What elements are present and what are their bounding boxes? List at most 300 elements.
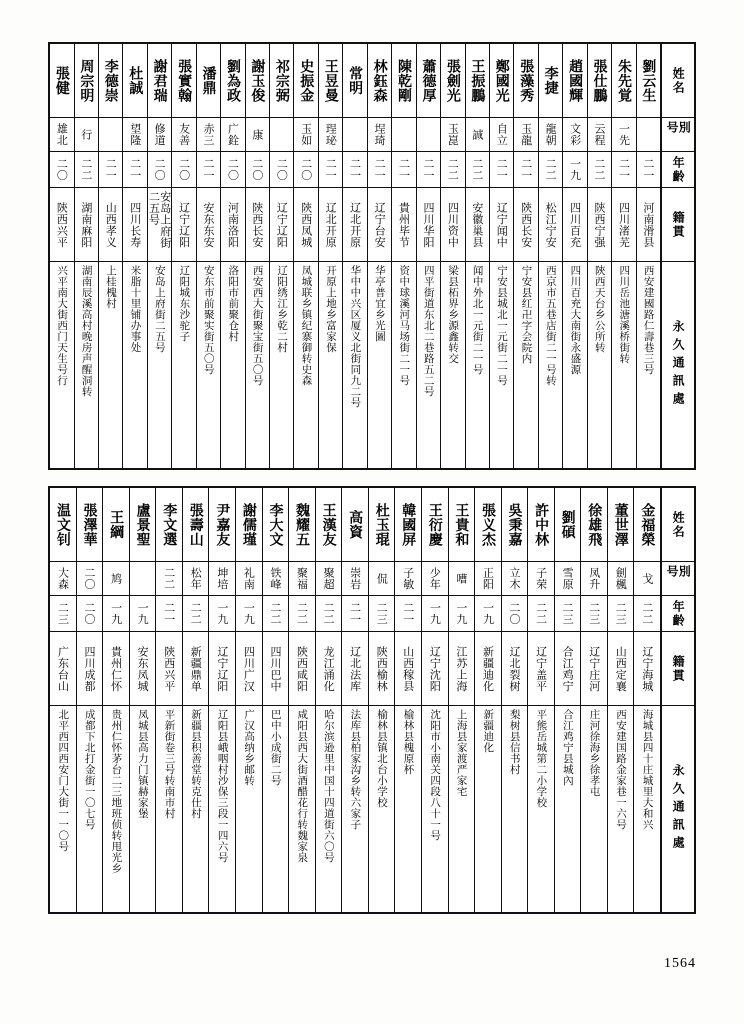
table-row — [245, 44, 269, 468]
cell-address: 开原上地乡富家保 — [324, 265, 337, 353]
cell-age: 一九 — [103, 596, 129, 632]
cell-alias: 雄北 — [50, 118, 73, 152]
cell-alias: 坤培 — [209, 562, 235, 596]
cell-address: 合江鸡宁县城內 — [561, 709, 574, 786]
table-row — [269, 44, 293, 468]
cell-address: 咸阳县西大街酒醋花行转魏家泉 — [296, 709, 309, 863]
cell-age: 一九 — [475, 596, 501, 632]
cell-origin: 陝西兴平 — [156, 632, 182, 706]
cell-alias: 雪原 — [555, 562, 581, 596]
cell-name: 謝玉俊 — [246, 44, 269, 118]
cell-age: 二〇 — [172, 152, 195, 188]
table-row — [74, 44, 98, 468]
table-row — [587, 44, 611, 468]
cell-name: 杜玉琨 — [369, 488, 395, 562]
cell-alias — [270, 118, 293, 152]
cell-age: 一九 — [449, 596, 475, 632]
cell-origin: 安岛上府街二五号 — [148, 188, 171, 262]
cell-alias — [343, 118, 366, 152]
cell-age: 二二 — [441, 152, 464, 188]
cell-address: 米脂十里铺办事处 — [129, 265, 142, 353]
cell-age: 二二 — [316, 596, 342, 632]
table-row — [318, 44, 342, 468]
cell-name: 陳乾剛 — [392, 44, 415, 118]
cell-name: 張壽山 — [183, 488, 209, 562]
table-row — [633, 488, 660, 912]
cell-name: 劉碩 — [555, 488, 581, 562]
header-name: 姓名 — [662, 44, 694, 118]
cell-age: 二〇 — [270, 152, 293, 188]
cell-origin: 山西定襄 — [608, 632, 634, 706]
cell-origin: 龙江涌化 — [316, 632, 342, 706]
table-row — [416, 44, 440, 468]
cell-alias: 松年 — [183, 562, 209, 596]
cell-address: 华中中兴区厦义北街同九二号 — [349, 265, 362, 408]
cell-alias — [130, 562, 156, 596]
cell-origin: 陝西长安 — [514, 188, 537, 262]
cell-address: 凤城县高力门镇赫家堡 — [136, 709, 149, 819]
cell-alias: 鸠 — [103, 562, 129, 596]
cell-alias: 广銓 — [221, 118, 244, 152]
table-row — [98, 44, 122, 468]
cell-name: 趙國輝 — [563, 44, 586, 118]
cell-origin: 松江宁安 — [539, 188, 562, 262]
cell-origin: 陝西宁强 — [588, 188, 611, 262]
cell-alias: 正阳 — [475, 562, 501, 596]
cell-name: 常明 — [343, 44, 366, 118]
cell-alias: 玉如 — [294, 118, 317, 152]
cell-alias: 云程 — [588, 118, 611, 152]
header-address: 永久通訊處 — [671, 764, 686, 854]
table-row — [196, 44, 220, 468]
cell-address: 辽阳县峨咽村沙保三段一四六号 — [216, 709, 229, 863]
cell-origin: 辽宁辽阳 — [172, 188, 195, 262]
table-row — [342, 44, 366, 468]
table-row — [501, 488, 528, 912]
cell-address: 贵州仁怀茅台二三地班侦转甩光乡 — [110, 709, 123, 874]
cell-age: 二二 — [289, 596, 315, 632]
cell-address: 宁安县红卍字会院内 — [520, 265, 533, 364]
cell-origin: 四川巴中 — [263, 632, 289, 706]
cell-alias: 子荣 — [528, 562, 554, 596]
table-row — [580, 488, 607, 912]
cell-address: 庄河徐海乡徐孝屯 — [588, 709, 601, 797]
cell-name: 劉為政 — [221, 44, 244, 118]
cell-name: 王貴和 — [449, 488, 475, 562]
cell-address: 沈阳市小南关四段八十一号 — [429, 709, 442, 841]
cell-address: 上海县家渡严家宅 — [455, 709, 468, 797]
cell-address: 凤城联乡镇纪寨御转史森 — [300, 265, 313, 386]
cell-age: 二〇 — [77, 596, 103, 632]
cell-alias: 埕琦 — [368, 118, 391, 152]
table-row — [220, 44, 244, 468]
cell-name: 張澤華 — [77, 488, 103, 562]
cell-age: 一九 — [209, 596, 235, 632]
table-row — [527, 488, 554, 912]
cell-name: 杜誠 — [123, 44, 146, 118]
table-row — [562, 44, 586, 468]
cell-name: 徐雄飛 — [581, 488, 607, 562]
cell-origin: 山西稼县 — [395, 632, 421, 706]
cell-age: 二二 — [634, 596, 660, 632]
cell-name: 韓國屏 — [395, 488, 421, 562]
cell-origin: 河南滑县 — [637, 188, 660, 262]
header-name: 姓名 — [662, 488, 694, 562]
cell-name: 李捷 — [539, 44, 562, 118]
table-row — [288, 488, 315, 912]
cell-age: 一九 — [130, 596, 156, 632]
cell-age: 二二 — [183, 596, 209, 632]
cell-origin: 辽宁盖平 — [528, 632, 554, 706]
cell-alias: 修道 — [148, 118, 171, 152]
cell-origin: 广东台山 — [50, 632, 76, 706]
cell-address: 榆林县槐原杯 — [402, 709, 415, 775]
cell-age: 二三 — [555, 596, 581, 632]
cell-alias: 誠 — [466, 118, 489, 152]
cell-age: 二一 — [99, 152, 122, 188]
table-row — [208, 488, 235, 912]
cell-alias: 文彩 — [563, 118, 586, 152]
cell-alias: 子敏 — [395, 562, 421, 596]
cell-origin: 合江鸡宁 — [555, 632, 581, 706]
cell-address: 平熊岳城第二小学校 — [535, 709, 548, 808]
header-age: 年齡 — [662, 596, 694, 632]
cell-origin: 四川渚芜 — [612, 188, 635, 262]
cell-age: 二一 — [637, 152, 660, 188]
cell-origin: 貴州毕节 — [392, 188, 415, 262]
cell-address: 海城县四十庄城里大和兴 — [641, 709, 654, 830]
cell-address: 平新街卷三号转南市村 — [163, 709, 176, 819]
cell-origin: 辽宁海城 — [634, 632, 660, 706]
table-row — [102, 488, 129, 912]
cell-name: 吳秉嘉 — [502, 488, 528, 562]
cell-name: 尹嘉友 — [209, 488, 235, 562]
table-row — [262, 488, 289, 912]
cell-origin: 辽北法库 — [342, 632, 368, 706]
cell-origin: 四川长寿 — [123, 188, 146, 262]
cell-alias: 珵珌 — [319, 118, 342, 152]
cell-alias: 聚福 — [289, 562, 315, 596]
cell-origin: 四川成都 — [77, 632, 103, 706]
cell-name: 周宗明 — [75, 44, 98, 118]
table-row — [636, 44, 660, 468]
header-origin: 籍貫 — [662, 188, 694, 262]
cell-address: 法库县柏家沟乡转六家子 — [349, 709, 362, 830]
table-row — [76, 488, 103, 912]
table-row — [50, 488, 76, 912]
cell-alias — [417, 118, 440, 152]
table-row — [394, 488, 421, 912]
column-headers — [660, 44, 694, 468]
cell-name: 高資 — [342, 488, 368, 562]
cell-address: 四川岳池溏溪桥街转 — [618, 265, 631, 364]
cell-age: 二一 — [319, 152, 342, 188]
cell-age: 二二 — [466, 152, 489, 188]
header-address: 永久通訊處 — [671, 320, 686, 410]
cell-origin: 新疆迪化 — [475, 632, 501, 706]
cell-age: 二一 — [123, 152, 146, 188]
cell-name: 潘鼎 — [197, 44, 220, 118]
cell-alias: 赤三 — [197, 118, 220, 152]
table-row — [489, 44, 513, 468]
cell-name: 王綱 — [103, 488, 129, 562]
cell-age: 二一 — [417, 152, 440, 188]
roster-table-top — [48, 42, 696, 470]
roster-table-bottom — [48, 486, 696, 914]
cell-origin: 安东凤城 — [130, 632, 156, 706]
cell-name: 謝儒瑾 — [236, 488, 262, 562]
column-headers — [660, 488, 694, 912]
cell-name: 金福榮 — [634, 488, 660, 562]
table-row — [465, 44, 489, 468]
cell-age: 二一 — [514, 152, 537, 188]
cell-age: 二二 — [263, 596, 289, 632]
cell-age: 二二 — [75, 152, 98, 188]
cell-age: 一九 — [422, 596, 448, 632]
cell-name: 張仕鵬 — [588, 44, 611, 118]
cell-alias: 礼南 — [236, 562, 262, 596]
cell-address: 广汉高纳乡邮转 — [243, 709, 256, 786]
cell-address: 新疆迪化 — [482, 709, 495, 753]
cell-origin: 山西孝义 — [99, 188, 122, 262]
cell-age: 二〇 — [294, 152, 317, 188]
cell-alias: 聚超 — [316, 562, 342, 596]
table-row — [147, 44, 171, 468]
cell-address: 巴中小成街二号 — [269, 709, 282, 786]
cell-address: 陝西天台乡公所转 — [593, 265, 606, 353]
cell-alias — [392, 118, 415, 152]
cell-address: 洛阳市前聚仓村 — [227, 265, 240, 342]
cell-address: 哈尔滨逊里中国十四道街六〇号 — [322, 709, 335, 863]
cell-name: 蕭德厚 — [417, 44, 440, 118]
table-row — [171, 44, 195, 468]
table-row — [182, 488, 209, 912]
cell-address: 华亭普宜乡光圖 — [373, 265, 386, 342]
cell-origin: 陝西榆林 — [369, 632, 395, 706]
table-row — [391, 44, 415, 468]
cell-name: 鄭國光 — [490, 44, 513, 118]
table-row — [367, 44, 391, 468]
cell-name: 董世澤 — [608, 488, 634, 562]
cell-age: 二三 — [369, 596, 395, 632]
cell-age: 二一 — [395, 596, 421, 632]
cell-origin: 江苏上海 — [449, 632, 475, 706]
cell-alias: 铁峰 — [263, 562, 289, 596]
table-row — [448, 488, 475, 912]
cell-name: 史振金 — [294, 44, 317, 118]
cell-name: 魏耀五 — [289, 488, 315, 562]
cell-alias: 望隆 — [123, 118, 146, 152]
cell-address: 四平街道东北二巷路五二号 — [422, 265, 435, 397]
cell-alias — [637, 118, 660, 152]
cell-name: 林鈺森 — [368, 44, 391, 118]
table-row — [611, 44, 635, 468]
cell-age: 二〇 — [50, 152, 73, 188]
cell-age: 二〇 — [221, 152, 244, 188]
cell-origin: 陝西长安 — [246, 188, 269, 262]
cell-name: 劉云生 — [637, 44, 660, 118]
cell-alias: 大森 — [50, 562, 76, 596]
cell-address: 宁安县城北一元街二一号 — [496, 265, 509, 386]
cell-age: 二一 — [368, 152, 391, 188]
cell-origin: 四川百充 — [563, 188, 586, 262]
cell-age: 二〇 — [148, 152, 171, 188]
cell-name: 許中林 — [528, 488, 554, 562]
cell-origin: 辽北裂树 — [502, 632, 528, 706]
cell-address: 西安建国路金家巷一六号 — [615, 709, 628, 830]
cell-address: 辽阳城东沙驼子 — [178, 265, 191, 342]
cell-origin: 陝西咸阳 — [289, 632, 315, 706]
cell-address: 西安建國路仁壽巷三号 — [642, 265, 655, 375]
table-row — [341, 488, 368, 912]
cell-name: 王漢友 — [316, 488, 342, 562]
cell-address: 闻中外北一元街二一号 — [471, 265, 484, 375]
table-row — [235, 488, 262, 912]
cell-name: 張劍光 — [441, 44, 464, 118]
cell-origin: 陝西兴平 — [50, 188, 73, 262]
cell-alias: 崇岩 — [342, 562, 368, 596]
table-row — [315, 488, 342, 912]
cell-age: 二二 — [539, 152, 562, 188]
cell-origin: 辽宁庄河 — [581, 632, 607, 706]
cell-alias: 二二 — [156, 562, 182, 596]
cell-alias: 侃 — [369, 562, 395, 596]
cell-age: 一九 — [563, 152, 586, 188]
cell-age: 二三 — [50, 596, 76, 632]
cell-alias: 嘈 — [449, 562, 475, 596]
table-row — [368, 488, 395, 912]
cell-origin: 安东东安 — [197, 188, 220, 262]
cell-name: 王昱曼 — [319, 44, 342, 118]
table-row — [607, 488, 634, 912]
cell-alias: 行 — [75, 118, 98, 152]
table-row — [50, 44, 73, 468]
cell-address: 安东市前聚实街五〇号 — [202, 265, 215, 375]
cell-address: 榆林县镇北台小学校 — [375, 709, 388, 808]
cell-origin: 新疆鼎单 — [183, 632, 209, 706]
cell-alias: 二〇 — [77, 562, 103, 596]
cell-origin: 四川华阳 — [417, 188, 440, 262]
cell-name: 張义杰 — [475, 488, 501, 562]
cell-origin: 河南洛阳 — [221, 188, 244, 262]
cell-age: 二二 — [528, 596, 554, 632]
table-row — [293, 44, 317, 468]
cell-name: 王衍慶 — [422, 488, 448, 562]
cell-name: 王振鵬 — [466, 44, 489, 118]
cell-origin: 辽宁沈阳 — [422, 632, 448, 706]
cell-name: 温文钊 — [50, 488, 76, 562]
table-row — [440, 44, 464, 468]
table-row — [122, 44, 146, 468]
table-row — [474, 488, 501, 912]
table-row — [129, 488, 156, 912]
cell-alias: 玉崑 — [441, 118, 464, 152]
cell-alias: 玉龍 — [514, 118, 537, 152]
cell-origin: 辽宁辽阳 — [270, 188, 293, 262]
cell-origin: 安徽巢县 — [466, 188, 489, 262]
table-row — [155, 488, 182, 912]
cell-address: 湖南辰溪高村晚房声醒洞转 — [80, 265, 93, 397]
cell-alias: 少年 — [422, 562, 448, 596]
cell-address: 上桂槐村 — [105, 265, 118, 309]
cell-age: 一九 — [236, 596, 262, 632]
cell-age: 二一 — [156, 596, 182, 632]
cell-age: 二一 — [197, 152, 220, 188]
cell-origin: 辽宁台安 — [368, 188, 391, 262]
table-row — [554, 488, 581, 912]
cell-alias — [99, 118, 122, 152]
cell-origin: 四川广汉 — [236, 632, 262, 706]
cell-address: 辽阳绣江乡乾二村 — [276, 265, 289, 353]
cell-age: 二一 — [612, 152, 635, 188]
cell-alias: 龍朝 — [539, 118, 562, 152]
cell-age: 二一 — [343, 152, 366, 188]
cell-name: 李德崇 — [99, 44, 122, 118]
table-row — [513, 44, 537, 468]
cell-age: 二〇 — [246, 152, 269, 188]
cell-age: 二一 — [490, 152, 513, 188]
cell-name: 朱先覚 — [612, 44, 635, 118]
cell-name: 張藻秀 — [514, 44, 537, 118]
table-row — [421, 488, 448, 912]
cell-age: 二一 — [342, 596, 368, 632]
cell-address: 四川百充大南街永盛源 — [569, 265, 582, 375]
cell-address: 新疆县积善堂转克仕村 — [190, 709, 203, 819]
cell-name: 祁宗弼 — [270, 44, 293, 118]
header-alias: 別号 — [662, 118, 694, 152]
table-row — [538, 44, 562, 468]
header-origin: 籍貫 — [662, 632, 694, 706]
page-number: 1564 — [664, 956, 696, 971]
cell-name: 李文選 — [156, 488, 182, 562]
cell-age: 二一 — [392, 152, 415, 188]
cell-alias: 康 — [246, 118, 269, 152]
cell-alias: 劍楓 — [608, 562, 634, 596]
cell-name: 張實翰 — [172, 44, 195, 118]
cell-age: 二三 — [608, 596, 634, 632]
cell-address: 安岛上府街二五号 — [153, 265, 166, 353]
cell-address: 北平西四西安门大街一一〇号 — [57, 709, 70, 852]
cell-origin: 辽宁闻中 — [490, 188, 513, 262]
header-age: 年齡 — [662, 152, 694, 188]
cell-age: 二三 — [581, 596, 607, 632]
cell-address: 梨树县信书村 — [508, 709, 521, 775]
cell-address: 成都下北打金街一〇七号 — [83, 709, 96, 830]
cell-alias: 凤升 — [581, 562, 607, 596]
cell-address: 兴平南大街西门天生号行 — [56, 265, 69, 386]
cell-address: 资中球溪河马场街二一号 — [398, 265, 411, 386]
cell-alias: 自立 — [490, 118, 513, 152]
cell-address: 梁县柘界乡源鑫转交 — [447, 265, 460, 364]
cell-origin: 辽北开原 — [343, 188, 366, 262]
cell-origin: 湖南麻阳 — [75, 188, 98, 262]
cell-alias: 一先 — [612, 118, 635, 152]
cell-name: 李大文 — [263, 488, 289, 562]
cell-address: 西安西大街聚宝街五〇号 — [251, 265, 264, 386]
cell-name: 張健 — [50, 44, 73, 118]
cell-alias: 立木 — [502, 562, 528, 596]
cell-origin: 貴州仁怀 — [103, 632, 129, 706]
cell-origin: 陝西凤城 — [294, 188, 317, 262]
cell-alias: 戈 — [634, 562, 660, 596]
cell-origin: 辽北开原 — [319, 188, 342, 262]
cell-age: 二〇 — [502, 596, 528, 632]
cell-name: 謝君瑞 — [148, 44, 171, 118]
header-alias: 別号 — [662, 562, 694, 596]
cell-alias: 友善 — [172, 118, 195, 152]
cell-address: 西京市五巷店街二一号转 — [544, 265, 557, 386]
cell-age: 二二 — [588, 152, 611, 188]
